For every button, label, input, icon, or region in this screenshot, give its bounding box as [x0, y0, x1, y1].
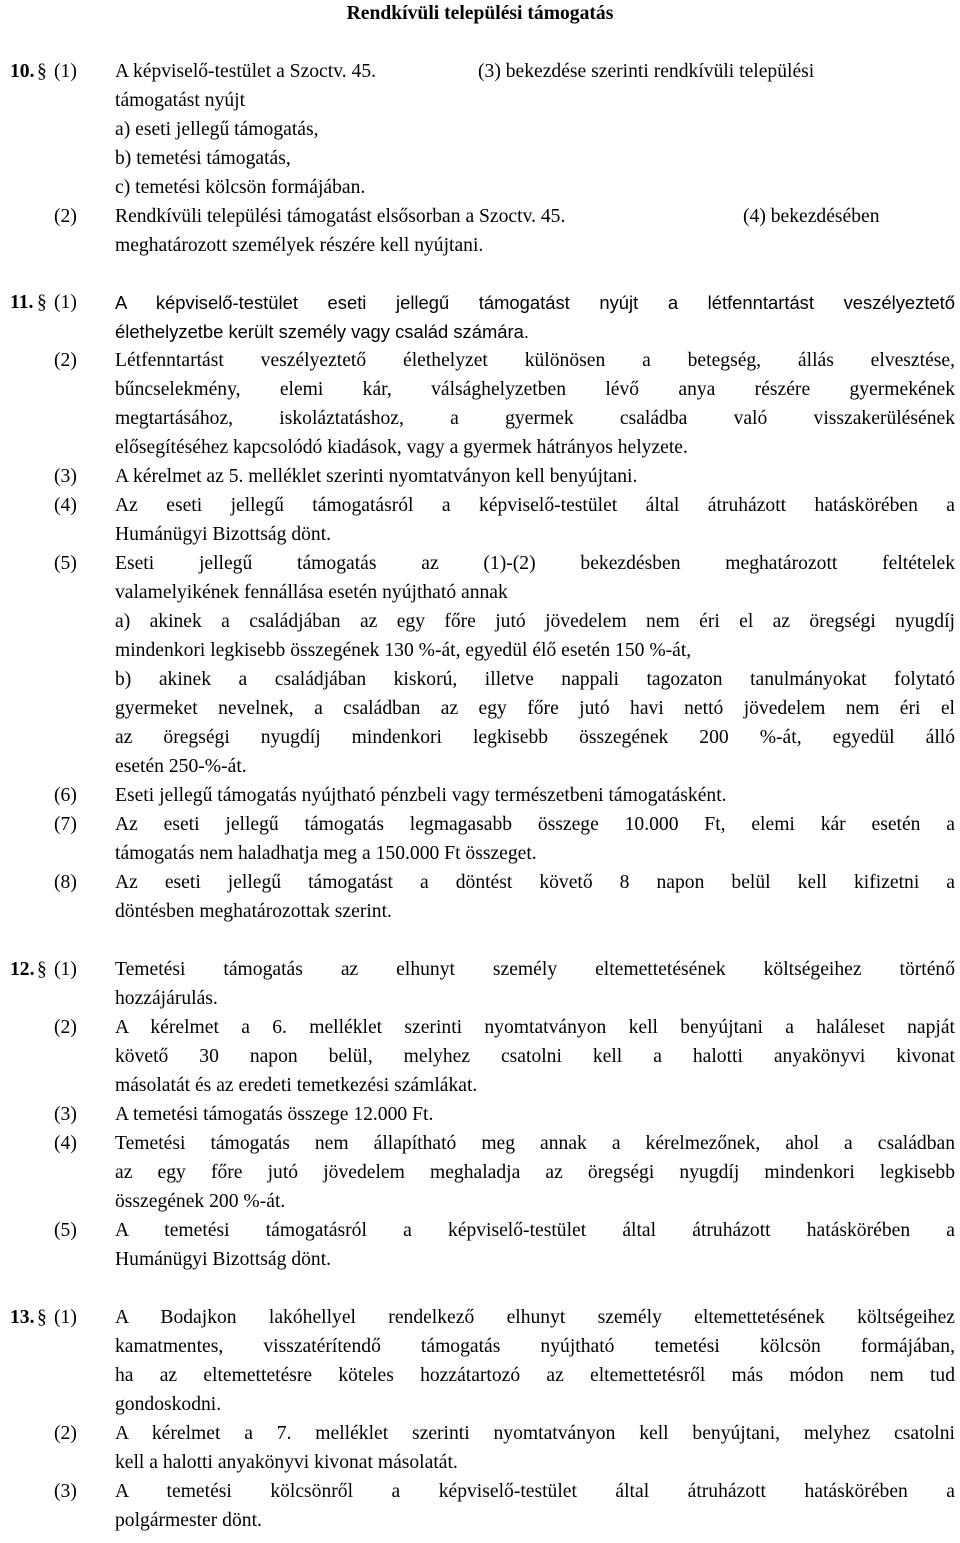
document-title: Rendkívüli települési támogatás [346, 3, 614, 24]
paragraph-text-line: valamelyikének fennállása esetén nyújtható annak [115, 582, 508, 603]
paragraph-text-line: polgármester dönt. [115, 1510, 262, 1531]
paragraph-text-line: az öregségi nyugdíj mindenkori legkisebb összegének 200 %-át, egyedül álló [115, 727, 955, 748]
paragraph-text-line: Rendkívüli települési támogatást elsősorban a Szoctv. 45. [115, 206, 566, 227]
paragraph-label: (2) [54, 1423, 77, 1444]
list-item: c) temetési kölcsön formájában. [115, 177, 366, 198]
paragraph-text-line: Az eseti jellegű támogatásról a képviselő-testület által átruházott hatáskörében a [115, 495, 955, 516]
paragraph-text-line: Az eseti jellegű támogatás legmagasabb összege 10.000 Ft, elemi kár esetén a [115, 814, 955, 835]
paragraph-text-line: A kérelmet a 7. melléklet szerinti nyomtatványon kell benyújtani, melyhez csatolni [115, 1423, 955, 1444]
paragraph-label: (2) [54, 350, 77, 371]
paragraph-text-line: Létfenntartást veszélyeztető élethelyzet különösen a betegség, állás elvesztése, [115, 350, 955, 371]
list-item: a) eseti jellegű támogatás, [115, 119, 319, 140]
paragraph-label: (3) [54, 1104, 77, 1125]
paragraph-text-line: A képviselő-testület a Szoctv. 45. [115, 61, 377, 82]
paragraph-label: (5) [54, 1220, 77, 1241]
paragraph-text-line: hozzájárulás. [115, 988, 218, 1009]
paragraph-text-line: A kérelmet az 5. melléklet szerinti nyomtatványon kell benyújtani. [115, 466, 638, 487]
paragraph-text-line: bűncselekmény, elemi kár, válsághelyzetben lévő anya részére gyermekének [115, 379, 955, 400]
paragraph-label: (2) [54, 206, 77, 227]
section-number: 11. [10, 292, 34, 313]
paragraph-text-line: megtartásához, iskoláztatáshoz, a gyermek családba való visszakerülésének [115, 408, 955, 429]
paragraph-text-line: A Bodajkon lakóhellyel rendelkező elhunyt személy eltemettetésének költségeihez [115, 1307, 955, 1328]
paragraph-label: (5) [54, 553, 77, 574]
paragraph-text-line: (3) bekezdése szerinti rendkívüli települési [478, 61, 815, 82]
paragraph-text-line: elősegítéséhez kapcsolódó kiadások, vagy a gyermek hátrányos helyzete. [115, 437, 688, 458]
paragraph-text-line: Eseti jellegű támogatás az (1)-(2) bekezdésben meghatározott feltételek [115, 553, 955, 574]
paragraph-text-line: másolatát és az eredeti temetkezési számlákat. [115, 1075, 478, 1096]
paragraph-text-line: gondoskodni. [115, 1394, 222, 1415]
paragraph-label: (1) [54, 292, 77, 313]
paragraph-text-line: A kérelmet a 6. melléklet szerinti nyomtatványon kell benyújtani a haláleset napját [115, 1017, 955, 1038]
paragraph-label: (8) [54, 872, 77, 893]
section-number: 12. [10, 959, 35, 980]
paragraph-text-line: követő 30 napon belül, melyhez csatolni kell a halotti anyakönyvi kivonat [115, 1046, 955, 1067]
paragraph-text-line: ha az eltemettetésre köteles hozzátartozó az eltemettetésről más módon nem tud [115, 1365, 955, 1386]
paragraph-text-line: (4) bekezdésében [743, 206, 880, 227]
paragraph-label: (4) [54, 495, 77, 516]
paragraph-text-line: Temetési támogatás nem állapítható meg annak a kérelmezőnek, ahol a családban [115, 1133, 955, 1154]
paragraph-text-line: a) akinek a családjában az egy főre jutó jövedelem nem éri el az öregségi nyugdíj [115, 611, 955, 632]
paragraph-text-line: döntésben meghatározottak szerint. [115, 901, 392, 922]
paragraph-label: (6) [54, 785, 77, 806]
paragraph-label: (1) [54, 61, 77, 82]
paragraph-text-line: összegének 200 %-át. [115, 1191, 286, 1212]
paragraph-label: (3) [54, 466, 77, 487]
paragraph-text-line: kell a halotti anyakönyvi kivonat másolatát. [115, 1452, 458, 1473]
paragraph-label: (2) [54, 1017, 77, 1038]
paragraph-text-line: meghatározott személyek részére kell nyújtani. [115, 235, 484, 256]
paragraph-text-line: támogatást nyújt [115, 90, 246, 111]
paragraph-text-line: az egy főre jutó jövedelem meghaladja az öregségi nyugdíj mindenkori legkisebb [115, 1162, 955, 1183]
paragraph-label: (1) [54, 959, 77, 980]
paragraph-label: (3) [54, 1481, 77, 1502]
paragraph-label: (4) [54, 1133, 77, 1154]
paragraph-text-line: b) akinek a családjában kiskorú, illetve nappali tagozaton tanulmányokat folytató [115, 669, 955, 690]
section-number: 10. [10, 61, 35, 82]
paragraph-text-line: esetén 250-%-át. [115, 756, 247, 777]
paragraph-text-line: élethelyzetbe került személy vagy család számára. [115, 321, 529, 342]
paragraph-text-line: kamatmentes, visszatérítendő támogatás nyújtható temetési kölcsön formájában, [115, 1336, 955, 1357]
paragraph-text-line: gyermeket nevelnek, a családban az egy főre jutó havi nettó jövedelem nem éri el [115, 698, 955, 719]
paragraph-label: (1) [54, 1307, 77, 1328]
paragraph-text-line: mindenkori legkisebb összegének 130 %-át, egyedül élő esetén 150 %-át, [115, 640, 692, 661]
section-number: 13. [10, 1307, 35, 1328]
paragraph-text-line: Eseti jellegű támogatás nyújtható pénzbeli vagy természetbeni támogatásként. [115, 785, 727, 806]
paragraph-label: (7) [54, 814, 77, 835]
section-sign: § [37, 61, 47, 82]
paragraph-text-line: Az eseti jellegű támogatást a döntést követő 8 napon belül kell kifizetni a [115, 872, 955, 893]
paragraph-text-line: Humánügyi Bizottság dönt. [115, 1249, 332, 1270]
paragraph-text-line: támogatás nem haladhatja meg a 150.000 Ft összeget. [115, 843, 537, 864]
paragraph-text-line: A temetési támogatás összege 12.000 Ft. [115, 1104, 434, 1125]
section-sign: § [37, 1307, 47, 1328]
section-sign: § [37, 959, 47, 980]
section-sign: § [37, 292, 47, 313]
paragraph-text-line: A képviselő-testület eseti jellegű támogatást nyújt a létfenntartást veszélyeztető [115, 292, 955, 313]
list-item: b) temetési támogatás, [115, 148, 291, 169]
paragraph-text-line: A temetési támogatásról a képviselő-testület által átruházott hatáskörében a [115, 1220, 955, 1241]
paragraph-text-line: Humánügyi Bizottság dönt. [115, 524, 332, 545]
paragraph-text-line: A temetési kölcsönről a képviselő-testület által átruházott hatáskörében a [115, 1481, 955, 1502]
paragraph-text-line: Temetési támogatás az elhunyt személy eltemettetésének költségeihez történő [115, 959, 955, 980]
